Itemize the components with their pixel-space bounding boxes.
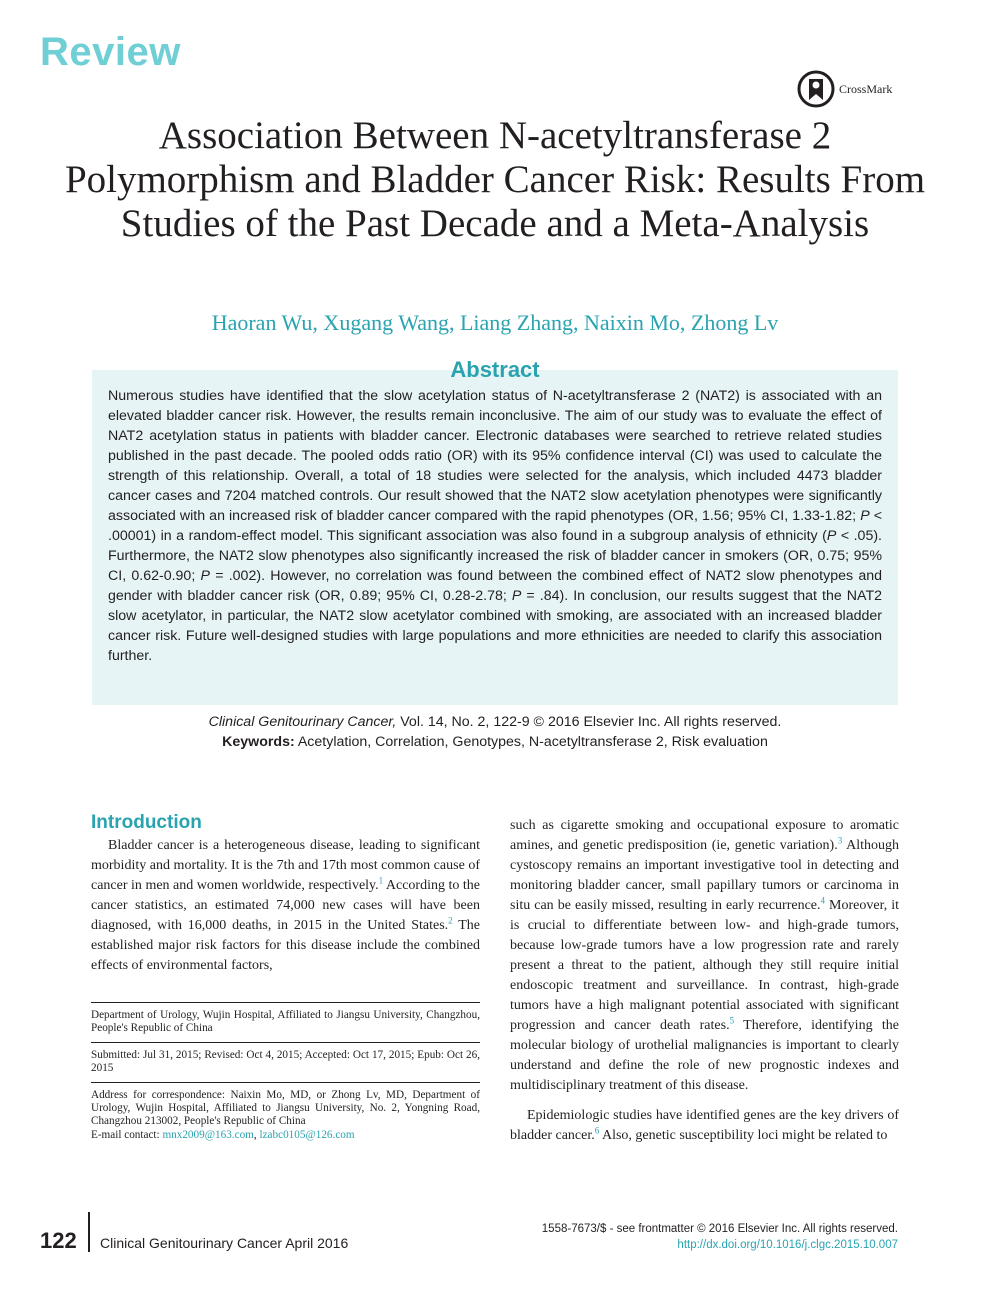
- intro-paragraph-2: Epidemiologic studies have identified genes are the key drivers of bladder cancer.$^6$ Also, genetic susceptibility loci might be related to: [510, 1108, 899, 1143]
- footnote-divider: [91, 1002, 480, 1003]
- crossmark-icon: [797, 70, 835, 108]
- footnotes: [91, 1002, 480, 1148]
- introduction-heading: Introduction: [91, 812, 202, 833]
- citation-line: Clinical Genitourinary Cancer, Vol. 14, No. 2, 122-9 © 2016 Elsevier Inc. All rights reserved.: [208, 714, 782, 730]
- email-link[interactable]: mnx2009@163.com: [162, 1128, 254, 1141]
- keywords-line: Keywords: Acetylation, Correlation, Genotypes, N-acetyltransferase 2, Risk evaluation: [222, 734, 768, 750]
- dates-note: Submitted: Jul 31, 2015; Revised: Oct 4, 2015; Accepted: Oct 17, 2015; Epub: Oct 26, 2015: [91, 1048, 480, 1075]
- abstract-text: Numerous studies have identified that the slow acetylation status of N-acetyltransferase 2 (NAT2) is associated with an elevated bladder cancer risk. However, the results remain inconclusive. The aim of our study was to evaluate the effect of NAT2 acetylation status in patients with bladder cancer. Electronic databases were searched to retrieve related studies published in the past decade. The pooled odds ratio (OR) with its 95% confidence interval (CI) was used to calculate the strength of this relationship. Overall, a total of 18 studies were selected for the analysis, which included 4473 bladder cancer cases and 7204 matched controls. Our result showed that the NAT2 slow acetylation phenotypes were significantly associated with an increased risk of bladder cancer compared with the rapid phenotypes (OR, 1.56; 95% CI, 1.33-1.82; P < .00001) in a random-effect model. This significant association was also found in a subgroup analysis of ethnicity (P < .05). Furthermore, the NAT2 slow phenotypes also significantly increased the risk of bladder cancer in smokers (OR, 0.75; 95% CI, 0.62-0.90; P = .002). However, no correlation was found between the combined effect of NAT2 slow phenotypes and gender with bladder cancer risk (OR, 0.89; 95% CI, 0.28-2.78; P = .84). In conclusion, our results suggest that the NAT2 slow acetylator, in particular, the NAT2 slow acetylator combined with smoking, are associated with an increased bladder cancer risk. Future well-designed studies with large populations and more ethnicities are needed to clarify this association further.: [108, 388, 883, 664]
- reference-link[interactable]: 6: [594, 1125, 600, 1136]
- email-link[interactable]: lzabc0105@126.com: [259, 1128, 355, 1141]
- body-column-left: [91, 836, 480, 976]
- issn-line: 1558-7673/$ - see frontmatter © 2016 Elsevier Inc. All rights reserved.: [541, 1223, 898, 1235]
- reference-link[interactable]: 2: [448, 915, 453, 926]
- reference-link[interactable]: 1: [378, 875, 384, 886]
- footnote-divider: [91, 1042, 480, 1043]
- intro-paragraph-1: Bladder cancer is a heterogeneous disease, leading to significant morbidity and mortality. It is the 7th and 17th most common cause of cancer in men and women worldwide, respectively.$^1$ According to the cancer statistics, an estimated 74,000 new cases will have been diagnosed, with 16,000 deaths, in 2015 in the United States.$^2$ The established major risk factors for this disease include the combined effects of environmental factors,: [91, 838, 480, 973]
- footnote-divider: [91, 1082, 480, 1083]
- author-list: Haoran Wu, Xugang Wang, Liang Zhang, Naixin Mo, Zhong Lv: [211, 310, 779, 335]
- intro-paragraph-1-cont: such as cigarette smoking and occupational exposure to aromatic amines, and genetic predisposition (ie, genetic variation).$^3$ Although cystoscopy remains an important investigative tool in detecting and monitoring bladder cancer, small papillary tumors or carcinoma in situ can be easily missed, resulting in early recurrence.$^4$ Moreover, it is crucial to differentiate between low- and high-grade tumors, because low-grade tumors have a low progression rate and rarely present a threat to the patient, although they still require initial endoscopic treatment and surveillance. In contrast, high-grade tumors have a high malignant potential associated with significant progression and cancer death rates.$^5$ Therefore, identifying the molecular biology of urothelial malignancies is important to clearly understand and define the role of new prognostic indexes and multidisciplinary treatment of this disease.: [510, 818, 899, 1093]
- section-label: Review: [40, 30, 181, 74]
- body-column-right: [510, 816, 899, 1146]
- abstract-heading: Abstract: [450, 357, 540, 382]
- footer-publication-info: [542, 1221, 898, 1253]
- crossmark-label: CrossMark: [839, 81, 893, 96]
- footer-journal-issue: Clinical Genitourinary Cancer April 2016: [100, 1235, 349, 1251]
- crossmark-badge[interactable]: [797, 70, 892, 108]
- reference-link[interactable]: 4: [820, 895, 826, 906]
- footer-divider: [88, 1212, 90, 1252]
- correspondence-note: Address for correspondence: Naixin Mo, MD, or Zhong Lv, MD, Department of Urology, Wujin Hospital, Affiliated to Jiangsu University, No. 2, Yongning Road, Changzhou 213002, People's Republic of China E-mail contact: mnx2009@163.com, lzabc0105@126.com: [91, 1088, 480, 1141]
- affiliation-note: Department of Urology, Wujin Hospital, Affiliated to Jiangsu University, Changzhou, People's Republic of China: [91, 1009, 480, 1035]
- page-number: 122: [40, 1228, 77, 1253]
- reference-link[interactable]: 3: [837, 835, 843, 846]
- doi-link[interactable]: http://dx.doi.org/10.1016/j.clgc.2015.10.007: [677, 1239, 898, 1251]
- abstract-box: [92, 370, 898, 705]
- article-title: Association Between N-acetyltransferase 2 Polymorphism and Bladder Cancer Risk: Results From Studies of the Past Decade and a Meta-Analysis: [64, 114, 926, 245]
- reference-link[interactable]: 5: [729, 1015, 735, 1026]
